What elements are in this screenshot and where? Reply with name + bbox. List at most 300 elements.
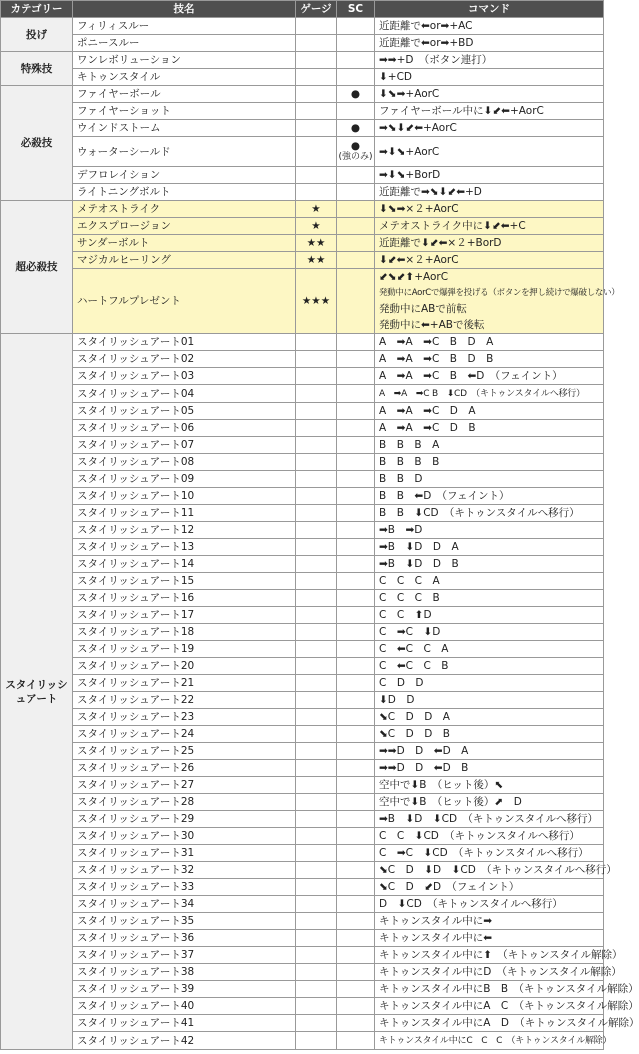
gauge-cell: [296, 981, 337, 998]
sc-cell: [337, 981, 375, 998]
table-row: [1, 760, 604, 777]
sc-cell: [337, 69, 375, 86]
gauge-cell: ★★: [296, 252, 337, 269]
sc-cell: [337, 658, 375, 675]
command-text: B B B A: [379, 439, 440, 451]
command-cell: [375, 403, 604, 420]
command-cell: [375, 862, 617, 879]
command-text: キトゥンスタイル中に⬅: [379, 932, 493, 944]
move-name: スタイリッシュアート08: [73, 454, 296, 471]
move-name: スタイリッシュアート05: [73, 403, 296, 420]
header-command: コマンド: [375, 1, 604, 18]
gauge-cell: [296, 505, 337, 522]
sc-cell: [337, 726, 375, 743]
gauge-cell: [296, 103, 337, 120]
header-sc: SC: [337, 1, 375, 18]
table-row: [1, 18, 604, 35]
command-text: ➡➡D D ⬅D A: [379, 745, 469, 757]
move-name: スタイリッシュアート14: [73, 556, 296, 573]
gauge-cell: [296, 1032, 337, 1050]
move-name: スタイリッシュアート24: [73, 726, 296, 743]
gauge-cell: [296, 692, 337, 709]
sc-cell: [337, 252, 375, 269]
sc-cell: [337, 368, 375, 385]
category-cell: 投げ: [1, 18, 73, 52]
table-row: [1, 947, 604, 964]
gauge-cell: [296, 52, 337, 69]
move-name: スタイリッシュアート34: [73, 896, 296, 913]
sc-cell: [337, 454, 375, 471]
move-name: スタイリッシュアート41: [73, 1015, 296, 1032]
sc-cell: [337, 120, 375, 137]
gauge-cell: [296, 403, 337, 420]
gauge-cell: [296, 862, 337, 879]
command-text: キトゥンスタイル中に➡: [379, 915, 493, 927]
table-row: [1, 794, 604, 811]
command-cell: [375, 641, 604, 658]
gauge-cell: [296, 709, 337, 726]
command-cell: [375, 947, 623, 964]
table-row: [1, 811, 604, 828]
table-row: [1, 1015, 604, 1032]
gauge-cell: [296, 913, 337, 930]
move-name: デフロレイション: [73, 167, 296, 184]
table-row: [1, 539, 604, 556]
move-name: エクスプロージョン: [73, 218, 296, 235]
sc-cell: [337, 137, 375, 167]
table-row: [1, 471, 604, 488]
command-line: 発動中にABで前転: [379, 303, 467, 315]
gauge-cell: [296, 184, 337, 201]
command-cell: [375, 658, 604, 675]
gauge-cell: ★: [296, 218, 337, 235]
sc-cell: [337, 709, 375, 726]
command-cell: [375, 269, 620, 334]
move-name: ハートフルプレゼント: [73, 269, 296, 334]
command-text: A ➡A ➡C D B: [379, 422, 476, 434]
table-row: [1, 218, 604, 235]
command-cell: [375, 964, 622, 981]
move-name: スタイリッシュアート39: [73, 981, 296, 998]
table-row: [1, 726, 604, 743]
command-text: B B D: [379, 473, 423, 485]
command-cell: [375, 368, 604, 385]
move-name: スタイリッシュアート13: [73, 539, 296, 556]
sc-cell: [337, 103, 375, 120]
command-cell: [375, 420, 604, 437]
command-text: キトゥンスタイル中に⬆ （キトゥンスタイル解除）: [379, 949, 623, 961]
move-name: ポニースルー: [73, 35, 296, 52]
move-name: スタイリッシュアート09: [73, 471, 296, 488]
sc-cell: [337, 896, 375, 913]
sc-cell: [337, 351, 375, 368]
header-row: [1, 1, 604, 18]
sc-cell: [337, 539, 375, 556]
command-cell: [375, 1015, 639, 1032]
command-cell: [375, 794, 604, 811]
table-row: [1, 641, 604, 658]
command-text: ⬊C D D B: [379, 728, 451, 740]
table-row: [1, 201, 604, 218]
table-row: [1, 607, 604, 624]
sc-cell: [337, 1032, 375, 1050]
command-cell: [375, 522, 604, 539]
command-cell: [375, 505, 604, 522]
command-text: キトゥンスタイル中にD （キトゥンスタイル解除）: [379, 966, 622, 978]
gauge-cell: [296, 998, 337, 1015]
sc-cell: [337, 794, 375, 811]
command-cell: [375, 675, 604, 692]
move-name: スタイリッシュアート02: [73, 351, 296, 368]
move-name: スタイリッシュアート16: [73, 590, 296, 607]
move-name: スタイリッシュアート04: [73, 385, 296, 403]
move-name: スタイリッシュアート29: [73, 811, 296, 828]
gauge-cell: [296, 488, 337, 505]
table-row: [1, 184, 604, 201]
move-name: フィリィスルー: [73, 18, 296, 35]
table-row: [1, 420, 604, 437]
sc-cell: [337, 573, 375, 590]
command-text: キトゥンスタイル中にB B （キトゥンスタイル解除）: [379, 983, 639, 995]
gauge-cell: [296, 675, 337, 692]
command-cell: [375, 539, 604, 556]
command-cell: [375, 103, 604, 120]
sc-cell: [337, 235, 375, 252]
category-cell: 特殊技: [1, 52, 73, 86]
gauge-cell: [296, 420, 337, 437]
table-row: [1, 437, 604, 454]
move-name: スタイリッシュアート42: [73, 1032, 296, 1050]
command-line: 発動中にAorCで爆弾を投げる（ボタンを押し続けで爆破しない）: [379, 288, 620, 298]
sc-cell: [337, 218, 375, 235]
move-name: スタイリッシュアート25: [73, 743, 296, 760]
table-row: [1, 86, 604, 103]
category-cell: 超必殺技: [1, 201, 73, 334]
sc-cell: [337, 184, 375, 201]
command-text: ファイヤーボール中に⬇⬋⬅+AorC: [379, 105, 544, 117]
gauge-cell: [296, 69, 337, 86]
gauge-cell: [296, 879, 337, 896]
command-cell: [375, 437, 604, 454]
move-name: スタイリッシュアート33: [73, 879, 296, 896]
command-text: ➡⬇⬊+AorC: [379, 145, 440, 158]
sc-cell: [337, 947, 375, 964]
command-cell: [375, 590, 604, 607]
sc-cell: [337, 777, 375, 794]
command-cell: [375, 184, 604, 201]
move-name: スタイリッシュアート23: [73, 709, 296, 726]
sc-cell: [337, 86, 375, 103]
command-text: C ➡C ⬇CD （キトゥンスタイルへ移行）: [379, 847, 589, 859]
sc-cell: [337, 692, 375, 709]
move-name: スタイリッシュアート15: [73, 573, 296, 590]
gauge-cell: [296, 1015, 337, 1032]
table-row: [1, 351, 604, 368]
command-text: C C C A: [379, 575, 440, 587]
table-row: [1, 368, 604, 385]
sc-cell: [337, 1015, 375, 1032]
gauge-cell: [296, 794, 337, 811]
command-cell: [375, 726, 604, 743]
table-row: [1, 913, 604, 930]
command-cell: [375, 201, 604, 218]
sc-cell: [337, 760, 375, 777]
move-name: スタイリッシュアート18: [73, 624, 296, 641]
command-cell: [375, 624, 604, 641]
command-text: ⬊C D D A: [379, 711, 450, 723]
sc-cell: [337, 488, 375, 505]
command-cell: [375, 709, 604, 726]
command-cell: [375, 930, 604, 947]
command-cell: [375, 120, 604, 137]
move-name: スタイリッシュアート11: [73, 505, 296, 522]
gauge-cell: [296, 120, 337, 137]
sc-cell: [337, 201, 375, 218]
command-text: 近距離で⬅or➡+AC: [379, 20, 473, 32]
command-text: C C ⬆D: [379, 609, 432, 621]
table-row: [1, 385, 604, 403]
gauge-cell: [296, 743, 337, 760]
table-row: [1, 879, 604, 896]
move-name: スタイリッシュアート07: [73, 437, 296, 454]
sc-cell: [337, 624, 375, 641]
gauge-cell: [296, 385, 337, 403]
sc-cell: [337, 743, 375, 760]
sc-cell: [337, 420, 375, 437]
sc-cell: [337, 385, 375, 403]
table-row: [1, 235, 604, 252]
table-row: [1, 777, 604, 794]
gauge-cell: [296, 351, 337, 368]
command-cell: [375, 760, 604, 777]
command-cell: [375, 235, 604, 252]
gauge-cell: [296, 18, 337, 35]
sc-cell: [337, 556, 375, 573]
command-cell: [375, 845, 604, 862]
sc-cell: [337, 505, 375, 522]
command-cell: [375, 692, 604, 709]
command-text: キトゥンスタイル中にA C （キトゥンスタイル解除）: [379, 1000, 639, 1012]
sc-mark: ●: [350, 88, 361, 100]
command-text: C ➡C ⬇D: [379, 626, 441, 638]
sc-cell: [337, 964, 375, 981]
command-text: キトゥンスタイル中にA D （キトゥンスタイル解除）: [379, 1017, 639, 1029]
command-cell: [375, 454, 604, 471]
move-name: スタイリッシュアート21: [73, 675, 296, 692]
command-text: D ⬇CD （キトゥンスタイルへ移行）: [379, 898, 563, 910]
command-text: C ⬅C C B: [379, 660, 449, 672]
command-text: ➡B ⬇D D A: [379, 541, 459, 553]
command-cell: [375, 488, 604, 505]
command-text: ⬇⬊➡+AorC: [379, 88, 440, 100]
command-cell: [375, 573, 604, 590]
command-cell: [375, 998, 639, 1015]
move-name: メテオストライク: [73, 201, 296, 218]
command-text: A ➡A ➡C B D A: [379, 336, 494, 348]
table-row: [1, 998, 604, 1015]
command-text: ⬇⬋⬅×２+AorC: [379, 254, 459, 266]
command-cell: [375, 52, 604, 69]
sc-cell: [337, 437, 375, 454]
gauge-cell: [296, 522, 337, 539]
sc-cell: [337, 845, 375, 862]
gauge-cell: [296, 726, 337, 743]
command-text: C C C B: [379, 592, 440, 604]
move-name: スタイリッシュアート20: [73, 658, 296, 675]
move-name: スタイリッシュアート35: [73, 913, 296, 930]
move-name: スタイリッシュアート01: [73, 334, 296, 351]
table-row: [1, 862, 604, 879]
command-text: ➡B ➡D: [379, 524, 423, 536]
command-text: A ➡A ➡C B D B: [379, 353, 494, 365]
gauge-cell: [296, 811, 337, 828]
command-cell: [375, 18, 604, 35]
table-row: [1, 624, 604, 641]
table-row: [1, 120, 604, 137]
move-name: ライトニングボルト: [73, 184, 296, 201]
gauge-cell: [296, 86, 337, 103]
command-text: 空中で⬇B （ヒット後）⬈ D: [379, 796, 522, 808]
sc-cell: [337, 879, 375, 896]
gauge-cell: [296, 760, 337, 777]
sc-cell: [337, 811, 375, 828]
table-row: [1, 488, 604, 505]
gauge-cell: [296, 454, 337, 471]
table-row: [1, 1032, 604, 1050]
gauge-cell: [296, 658, 337, 675]
command-cell: [375, 86, 604, 103]
command-text: C ⬅C C A: [379, 643, 449, 655]
table-row: [1, 964, 604, 981]
move-name: スタイリッシュアート37: [73, 947, 296, 964]
gauge-cell: [296, 35, 337, 52]
table-row: [1, 403, 604, 420]
table-row: [1, 828, 604, 845]
table-row: [1, 334, 604, 351]
command-cell: [375, 385, 604, 403]
command-text: C C ⬇CD （キトゥンスタイルへ移行）: [379, 830, 580, 842]
sc-cell: [337, 471, 375, 488]
sc-cell: [337, 522, 375, 539]
move-name: ウインドストーム: [73, 120, 296, 137]
command-cell: [375, 69, 604, 86]
sc-note: (強のみ): [338, 152, 373, 162]
command-text: ⬇D D: [379, 694, 415, 706]
move-name: スタイリッシュアート19: [73, 641, 296, 658]
sc-mark: ●: [350, 122, 361, 134]
gauge-cell: [296, 556, 337, 573]
gauge-cell: [296, 777, 337, 794]
move-name: スタイリッシュアート06: [73, 420, 296, 437]
gauge-cell: [296, 573, 337, 590]
gauge-cell: [296, 896, 337, 913]
gauge-cell: [296, 539, 337, 556]
gauge-cell: [296, 137, 337, 167]
command-cell: [375, 913, 604, 930]
command-cell: [375, 879, 604, 896]
header-name: 技名: [73, 1, 296, 18]
table-row: [1, 556, 604, 573]
sc-cell: [337, 590, 375, 607]
command-text: A ➡A ➡C D A: [379, 405, 476, 417]
move-name: ウォーターシールド: [73, 137, 296, 167]
table-row: [1, 573, 604, 590]
move-name: サンダーボルト: [73, 235, 296, 252]
command-cell: [375, 777, 604, 794]
command-text: ➡⬇⬊+BorD: [379, 169, 441, 181]
sc-cell: [337, 675, 375, 692]
table-row: [1, 52, 604, 69]
table-row: [1, 743, 604, 760]
sc-cell: [337, 862, 375, 879]
table-row: [1, 709, 604, 726]
command-text: キトゥンスタイル中にC C C （キトゥンスタイル解除）: [379, 1036, 612, 1046]
move-name: スタイリッシュアート36: [73, 930, 296, 947]
move-name: スタイリッシュアート31: [73, 845, 296, 862]
table-row: [1, 675, 604, 692]
command-text: 近距離で➡⬊⬇⬋⬅+D: [379, 186, 482, 198]
move-name: スタイリッシュアート40: [73, 998, 296, 1015]
sc-cell: [337, 828, 375, 845]
category-cell: スタイリッシュアート: [1, 334, 73, 1050]
header-category: カテゴリー: [1, 1, 73, 18]
gauge-cell: [296, 437, 337, 454]
gauge-cell: [296, 947, 337, 964]
command-cell: [375, 167, 604, 184]
command-text: ➡➡+D （ボタン連打）: [379, 54, 493, 66]
move-name: スタイリッシュアート17: [73, 607, 296, 624]
move-name: ファイヤーボール: [73, 86, 296, 103]
gauge-cell: [296, 828, 337, 845]
table-row: [1, 167, 604, 184]
command-cell: [375, 35, 604, 52]
command-cell: [375, 828, 604, 845]
sc-cell: [337, 269, 375, 334]
command-cell: [375, 896, 604, 913]
table-row: [1, 35, 604, 52]
command-cell: [375, 607, 604, 624]
sc-cell: [337, 403, 375, 420]
table-row: [1, 269, 604, 334]
move-name: ワンレボリューション: [73, 52, 296, 69]
gauge-cell: [296, 471, 337, 488]
gauge-cell: ★★★: [296, 269, 337, 334]
command-text: ⬊C D ⬇D ⬇CD （キトゥンスタイルへ移行）: [379, 864, 617, 876]
sc-cell: [337, 167, 375, 184]
gauge-cell: [296, 607, 337, 624]
command-text: C D D: [379, 677, 424, 689]
move-name: スタイリッシュアート30: [73, 828, 296, 845]
command-cell: [375, 1032, 612, 1050]
command-text: ⬇⬊➡×２+AorC: [379, 203, 459, 215]
command-text: A ➡A ➡C B ⬇CD （キトゥンスタイルへ移行）: [379, 389, 585, 399]
command-line: ⬋⬊⬋⬆+AorC: [379, 271, 449, 283]
sc-cell: [337, 52, 375, 69]
gauge-cell: ★★: [296, 235, 337, 252]
move-name: マジカルヒーリング: [73, 252, 296, 269]
command-line: 発動中に⬅+ABで後転: [379, 319, 485, 331]
header-gauge: ゲージ: [296, 1, 337, 18]
table-row: [1, 692, 604, 709]
table-row: [1, 137, 604, 167]
gauge-cell: [296, 845, 337, 862]
command-cell: [375, 471, 604, 488]
gauge-cell: [296, 641, 337, 658]
command-cell: [375, 811, 604, 828]
table-row: [1, 103, 604, 120]
command-cell: [375, 252, 604, 269]
command-text: ➡B ⬇D D B: [379, 558, 459, 570]
